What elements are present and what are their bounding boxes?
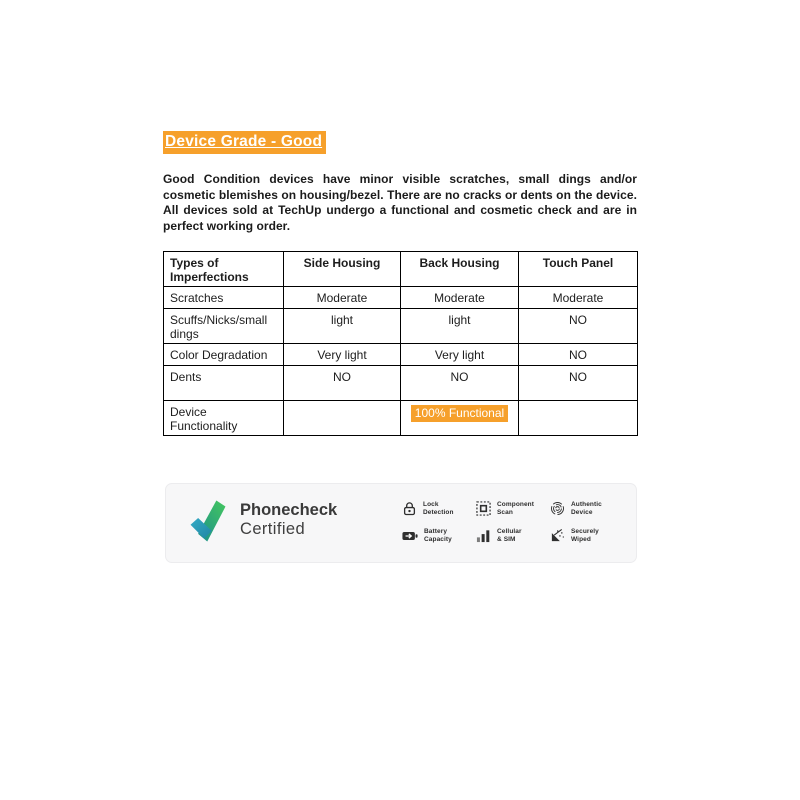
- feature-label: Cellular & SIM: [497, 528, 522, 543]
- component-scan-icon: [476, 501, 491, 516]
- feature-cellular-sim: [476, 528, 550, 544]
- value-cell: NO: [401, 366, 519, 401]
- value-cell: Moderate: [401, 287, 519, 309]
- table-header-row: [164, 252, 638, 287]
- feature-grid: [402, 501, 624, 544]
- header-cell-touch-panel: Touch Panel: [519, 252, 638, 287]
- brand-subtitle: Certified: [240, 520, 306, 538]
- feature-securely-wiped: [550, 528, 624, 544]
- row-label-cell: Scratches: [164, 287, 284, 309]
- row-label-cell: Dents: [164, 366, 284, 401]
- feature-label: Lock Detection: [423, 501, 454, 516]
- brand-block: [240, 501, 337, 539]
- page-title: Device Grade - Good: [163, 131, 326, 154]
- wipe-icon: [550, 528, 565, 543]
- signal-bars-icon: [476, 528, 491, 543]
- value-cell: [284, 401, 401, 436]
- value-cell-functional: [401, 401, 519, 436]
- row-label-cell: Color Degradation: [164, 344, 284, 366]
- brand-name: Phonecheck: [240, 501, 338, 519]
- row-label-cell: Scuffs/Nicks/small dings: [164, 309, 284, 344]
- feature-lock-detection: [402, 501, 476, 517]
- value-cell: NO: [519, 309, 638, 344]
- value-cell: light: [284, 309, 401, 344]
- feature-label: Securely Wiped: [571, 528, 599, 543]
- row-label-cell: Device Functionality: [164, 401, 284, 436]
- feature-component-scan: [476, 501, 550, 517]
- grade-description: Good Condition devices have minor visible scratches, small dings and/or cosmetic blemishes on housing/bezel. There are no cracks or dents on the device. All devices sold at TechUp undergo a functional and cosmetic check and are in perfect working order.: [163, 172, 637, 234]
- value-cell: Moderate: [284, 287, 401, 309]
- feature-label: Authentic Device: [571, 501, 602, 516]
- phonecheck-checkmark-icon: [189, 499, 227, 543]
- table-row-scratches: [164, 287, 638, 309]
- imperfections-table: [163, 251, 638, 436]
- feature-label: Component Scan: [497, 501, 535, 516]
- battery-icon: [402, 530, 418, 542]
- lock-icon: [402, 501, 417, 516]
- value-cell: NO: [519, 344, 638, 366]
- content-area: [163, 131, 637, 781]
- table-row-color-degradation: [164, 344, 638, 366]
- value-cell: light: [401, 309, 519, 344]
- header-cell-types: Types of Imperfections: [164, 252, 284, 287]
- header-cell-back-housing: Back Housing: [401, 252, 519, 287]
- feature-label: Battery Capacity: [424, 528, 452, 543]
- value-cell: NO: [284, 366, 401, 401]
- phonecheck-badge: [165, 483, 637, 563]
- value-cell: Moderate: [519, 287, 638, 309]
- value-cell: NO: [519, 366, 638, 401]
- header-cell-side-housing: Side Housing: [284, 252, 401, 287]
- table-row-device-functionality: [164, 401, 638, 436]
- feature-battery-capacity: [402, 528, 476, 544]
- functional-highlight: 100% Functional: [411, 405, 508, 422]
- table-row-scuffs: [164, 309, 638, 344]
- value-cell: Very light: [284, 344, 401, 366]
- value-cell: [519, 401, 638, 436]
- feature-authentic-device: [550, 501, 624, 517]
- fingerprint-icon: [550, 501, 565, 516]
- table-row-dents: [164, 366, 638, 401]
- value-cell: Very light: [401, 344, 519, 366]
